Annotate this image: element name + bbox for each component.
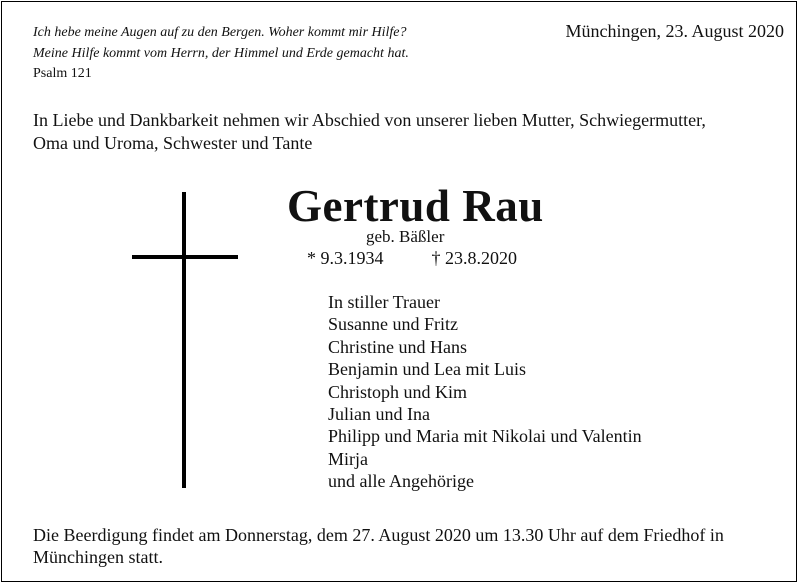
intro-text (33, 109, 706, 155)
birth-name: geb. Bäßler (366, 227, 445, 246)
psalm-line: Meine Hilfe kommt vom Herrn, der Himmel und Erde gemacht hat. (33, 46, 409, 61)
mourner-line: In stiller Trauer (328, 292, 440, 312)
mourner-line: Christoph und Kim (328, 381, 468, 402)
life-dates (307, 248, 517, 269)
intro-line: In Liebe und Dankbarkeit nehmen wir Abschied von unserer lieben Mutter, Schwiegermutter, (33, 110, 706, 130)
mourner-line: Julian und Ina (328, 403, 430, 424)
psalm-quote (33, 22, 409, 64)
deceased-name: Gertrud Rau (287, 181, 544, 231)
funeral-line: Die Beerdigung findet am Donnerstag, dem 27. August 2020 um 13.30 Uhr auf dem Friedhof in (33, 525, 724, 545)
intro-line: Oma und Uroma, Schwester und Tante (33, 133, 313, 153)
birth-date: * 9.3.1934 (307, 248, 384, 268)
cross-icon-crossbar (132, 255, 238, 259)
cross-icon (182, 192, 186, 488)
psalm-reference: Psalm 121 (33, 66, 92, 81)
death-date: † 23.8.2020 (431, 248, 517, 268)
mourners-list (328, 291, 642, 493)
mourner-line: Benjamin und Lea mit Luis (328, 359, 526, 380)
mourner-line: Christine und Hans (328, 336, 467, 357)
mourner-line: und alle Angehörige (328, 471, 474, 492)
mourner-line: Philipp und Maria mit Nikolai und Valentin (328, 426, 642, 447)
funeral-notice (33, 524, 724, 568)
mourner-line: Mirja (328, 448, 368, 469)
funeral-line: Münchingen statt. (33, 547, 163, 567)
psalm-line: Ich hebe meine Augen auf zu den Bergen. Woher kommt mir Hilfe? (33, 25, 407, 40)
mourner-line: Susanne und Fritz (328, 314, 458, 335)
place-date: Münchingen, 23. August 2020 (565, 21, 784, 41)
